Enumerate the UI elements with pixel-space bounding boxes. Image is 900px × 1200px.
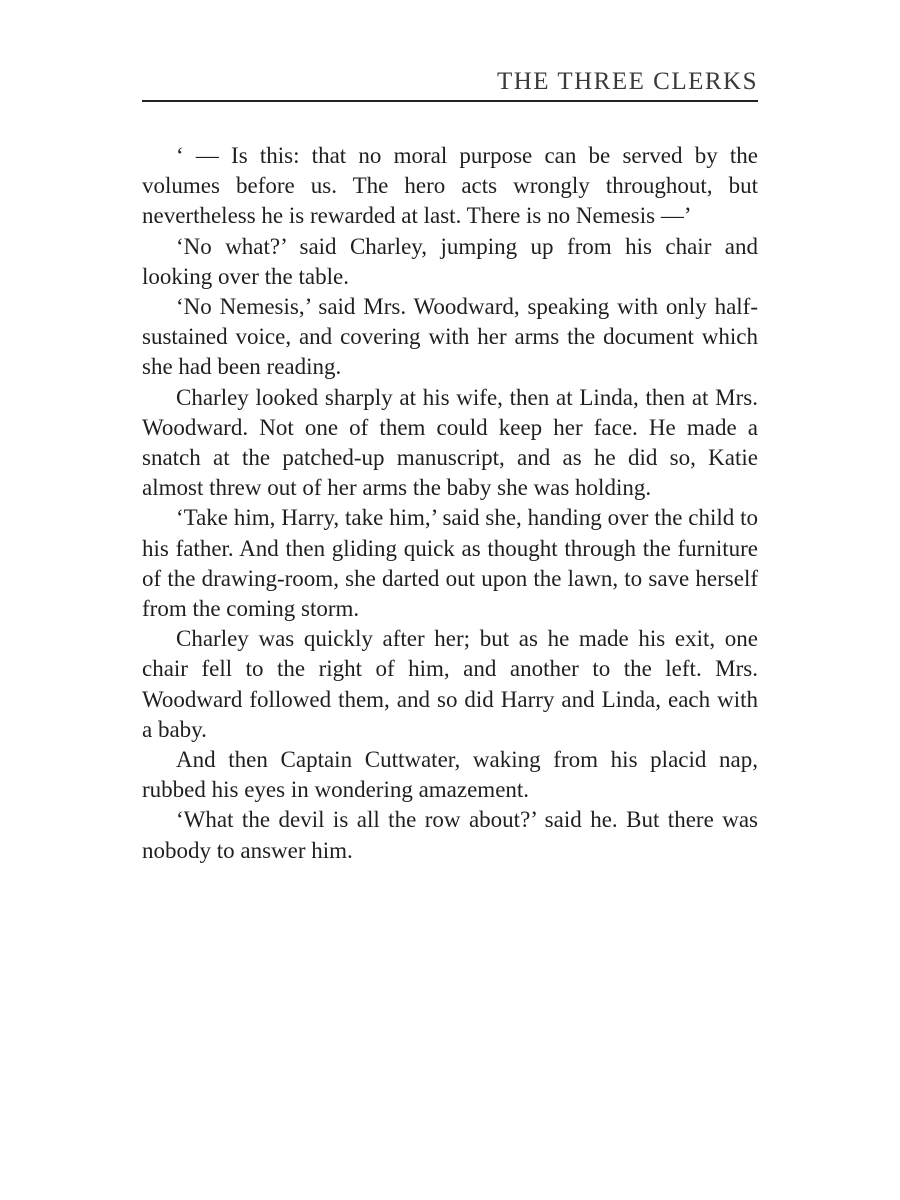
paragraph: ‘Take him, Harry, take him,’ said she, handing over the child to his father. And then gliding quick as thought through the furniture of the drawing-room, she darted out upon the lawn, to save herself from the coming storm. bbox=[142, 505, 758, 622]
paragraph: Charley was quickly after her; but as he made his exit, one chair fell to the right of him, and another to the left. Mrs. Woodward followed them, and so did Harry and Linda, each with a baby. bbox=[142, 626, 758, 742]
paragraph: ‘No what?’ said Charley, jumping up from his chair and looking over the table. bbox=[142, 233, 758, 289]
header-rule bbox=[142, 100, 758, 102]
page-body bbox=[142, 141, 758, 866]
paragraph: ‘ — Is this: that no moral purpose can be served by the volumes before us. The hero acts wrongly throughout, but nevertheless he is rewarded at last. There is no Nemesis —’ bbox=[142, 143, 758, 229]
paragraph: Charley looked sharply at his wife, then at Linda, then at Mrs. Woodward. Not one of them could keep her face. He made a snatch at the patched-up manuscript, and as he did so, Katie almost threw out of her arms the baby she was holding. bbox=[142, 384, 758, 501]
paragraph: And then Captain Cuttwater, waking from his placid nap, rubbed his eyes in wondering amazement. bbox=[142, 747, 758, 803]
paragraph: ‘What the devil is all the row about?’ said he. But there was nobody to answer him. bbox=[142, 807, 758, 863]
paragraph: ‘No Nemesis,’ said Mrs. Woodward, speaking with only half-sustained voice, and covering with her arms the document which she had been reading. bbox=[142, 294, 758, 380]
running-head-title: THE THREE CLERKS bbox=[496, 68, 758, 95]
